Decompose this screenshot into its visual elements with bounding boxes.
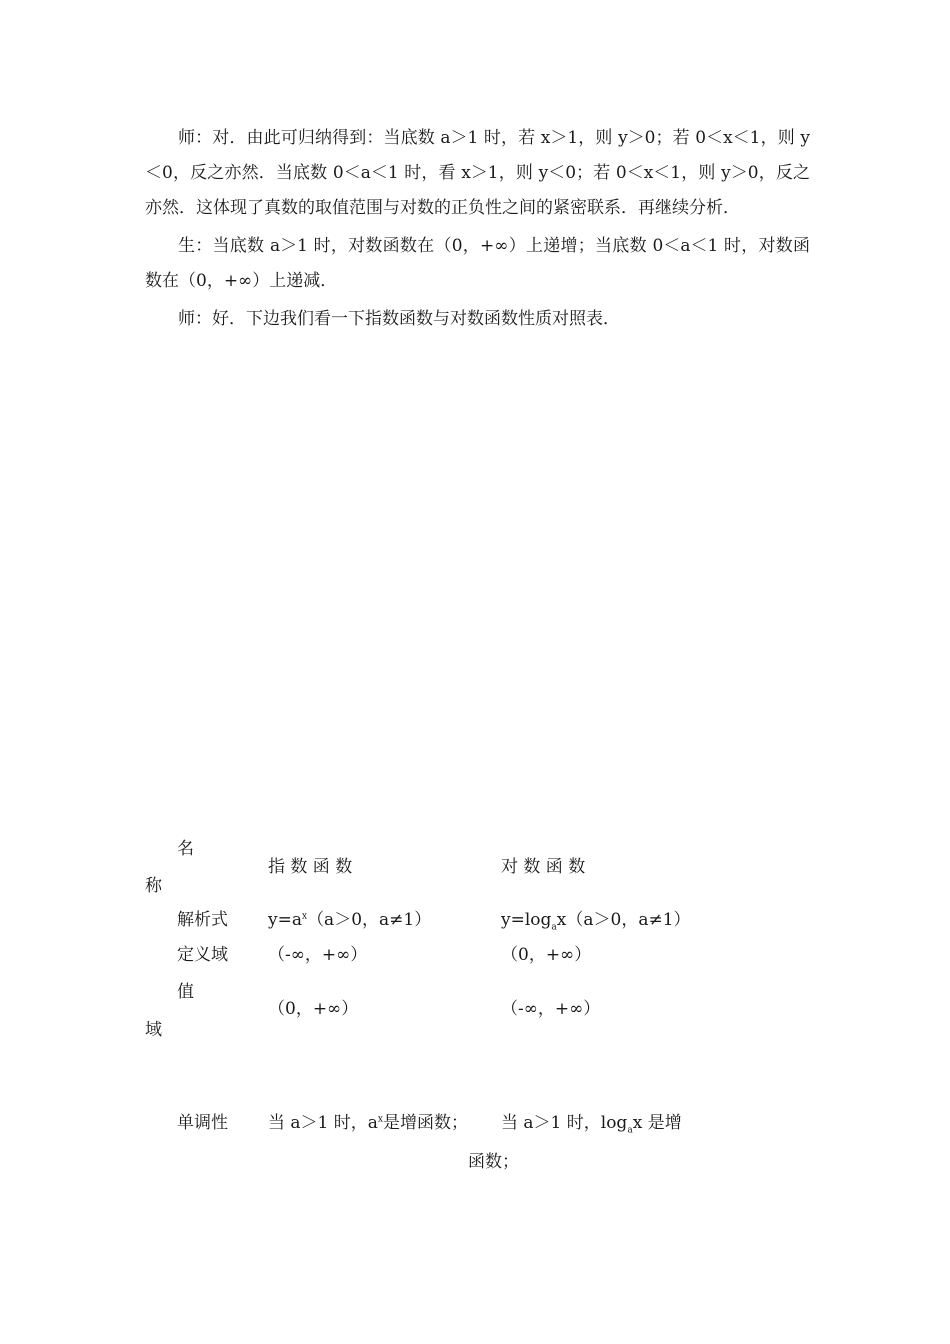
row-label-domain: 定义域 [177,945,228,965]
paragraph-teacher-2: 师：好．下边我们看一下指数函数与对数函数性质对照表． [178,309,620,329]
cell-range-exp: （0，+∞） [268,999,359,1019]
row-label-range-part1: 值 [177,982,194,1002]
row-label-range-part2: 域 [145,1020,162,1040]
table-header-log: 对 数 函 数 [501,857,586,877]
cell-analytic-log: $y=\log_ax(a>0$，a≠1） [501,910,691,933]
cell-monotonic-log: 当 a＞1 时，$\log_ax$ 是增 [501,1113,682,1136]
row-label-monotonic: 单调性 [177,1113,228,1133]
cell-range-log: （-∞，+∞） [501,999,601,1019]
cell-domain-log: （0，+∞） [501,945,592,965]
table-header-name-part1: 名 [177,839,194,859]
cell-analytic-exp: $y=a^x(a>0$，a≠1） [268,910,432,930]
table-header-name-part2: 称 [145,876,162,896]
row-label-analytic: 解析式 [177,910,228,930]
table-header-exp: 指 数 函 数 [268,857,353,877]
cell-monotonic-exp: 当 a＞1 时，$a^x$是增函数； [268,1113,468,1133]
cell-domain-exp: （-∞，+∞） [268,945,368,965]
cell-monotonic-log-continued: 函数； [468,1152,519,1172]
paragraph-teacher-1: 师：对．由此可归纳得到：当底数 a＞1 时，若 x＞1，则 y＞0；若 0＜x＜1，则 y＜0，反之亦然．当底数 0＜a＜1 时，看 x＞1，则 y＜0；若 0＜x＜1，则 y＞0，反之亦然．这体现了真数的取值范围与对数的正负性之间的紧密联系．再继续分析． [145,128,810,218]
paragraph-student: 生：当底数 a＞1 时，对数函数在（0，+∞）上递增；当底数 0＜a＜1 时，对数函数在（0，+∞）上递减． [145,236,810,291]
